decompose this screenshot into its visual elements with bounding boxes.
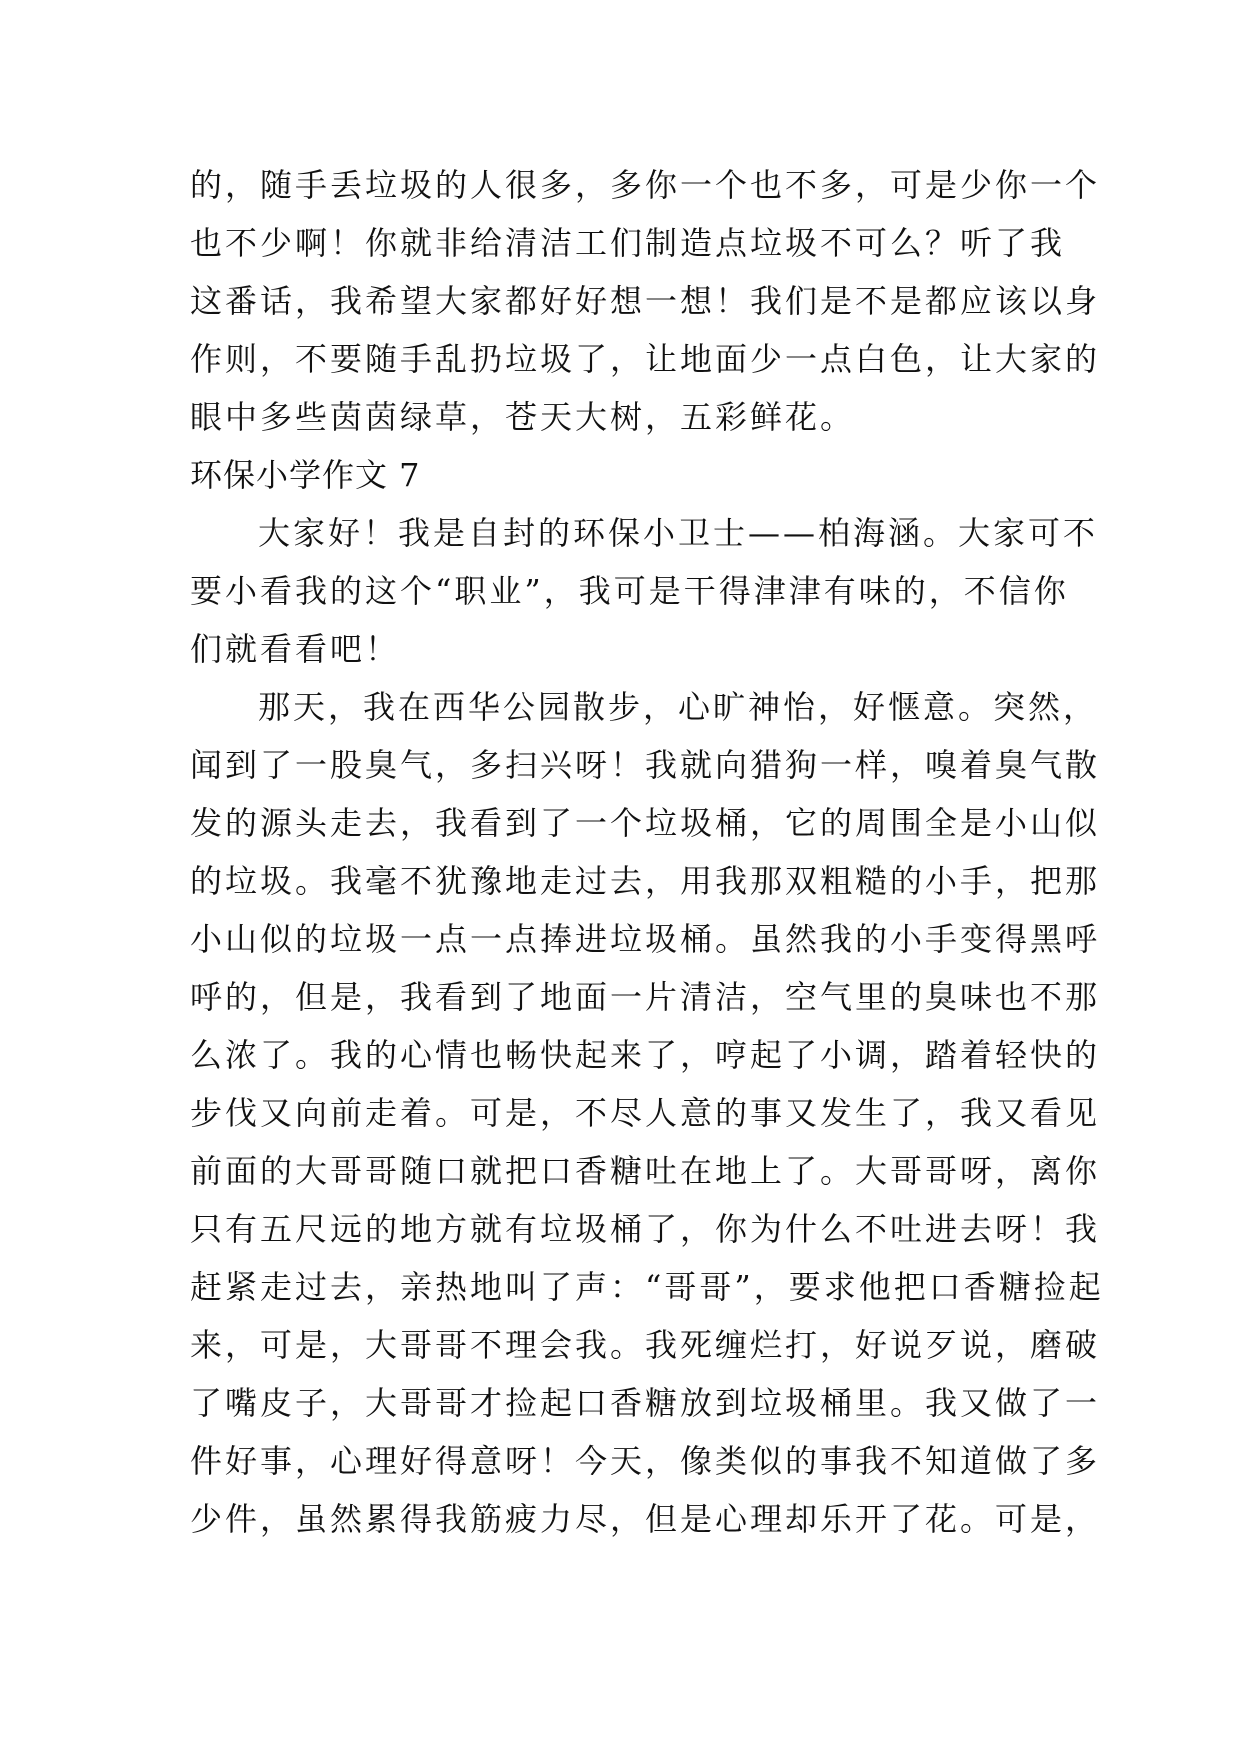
text-line: 的垃圾。我毫不犹豫地走过去，用我那双粗糙的小手，把那 (190, 862, 1101, 900)
text-line: 们就看看吧！ (190, 630, 401, 668)
text-line: 的，随手丢垃圾的人很多，多你一个也不多，可是少你一个 (190, 166, 1101, 204)
text-line: 眼中多些茵茵绿草，苍天大树，五彩鲜花。 (190, 398, 856, 436)
paragraph-1 (190, 504, 1099, 678)
text-line: 么浓了。我的心情也畅快起来了，哼起了小调，踏着轻快的 (190, 1036, 1101, 1074)
text-line: 步伐又向前走着。可是，不尽人意的事又发生了，我又看见 (190, 1094, 1101, 1132)
text-line: 闻到了一股臭气，多扫兴呀！我就向猎狗一样，嗅着臭气散 (190, 746, 1101, 784)
text-line: 呼的，但是，我看到了地面一片清洁，空气里的臭味也不那 (190, 978, 1101, 1016)
continued-paragraph (190, 156, 1101, 446)
text-line: 作则，不要随手乱扔垃圾了，让地面少一点白色，让大家的 (190, 340, 1101, 378)
section-title: 环保小学作文 7 (190, 456, 421, 494)
text-line: 大家好！我是自封的环保小卫士——柏海涵。大家可不 (258, 514, 1099, 552)
text-line: 也不少啊！你就非给清洁工们制造点垃圾不可么？听了我 (190, 224, 1066, 262)
text-line: 赶紧走过去，亲热地叫了声：“哥哥”，要求他把口香糖捡起 (190, 1268, 1104, 1306)
text-line: 来，可是，大哥哥不理会我。我死缠烂打，好说歹说，磨破 (190, 1326, 1101, 1364)
text-line: 前面的大哥哥随口就把口香糖吐在地上了。大哥哥呀，离你 (190, 1152, 1101, 1190)
text-line: 只有五尺远的地方就有垃圾桶了，你为什么不吐进去呀！我 (190, 1210, 1101, 1248)
text-line: 件好事，心理好得意呀！今天，像类似的事我不知道做了多 (190, 1442, 1101, 1480)
text-line: 那天，我在西华公园散步，心旷神怡，好惬意。突然， (258, 688, 1099, 726)
text-line: 少件，虽然累得我筋疲力尽，但是心理却乐开了花。可是， (190, 1500, 1101, 1538)
text-line: 发的源头走去，我看到了一个垃圾桶，它的周围全是小山似 (190, 804, 1101, 842)
text-line: 要小看我的这个“职业”，我可是干得津津有味的，不信你 (190, 572, 1069, 610)
text-line: 小山似的垃圾一点一点捧进垃圾桶。虽然我的小手变得黑呼 (190, 920, 1101, 958)
text-line: 这番话，我希望大家都好好想一想！我们是不是都应该以身 (190, 282, 1101, 320)
document-body (190, 156, 1104, 1548)
text-line: 了嘴皮子，大哥哥才捡起口香糖放到垃圾桶里。我又做了一 (190, 1384, 1101, 1422)
paragraph-2 (190, 678, 1104, 1548)
